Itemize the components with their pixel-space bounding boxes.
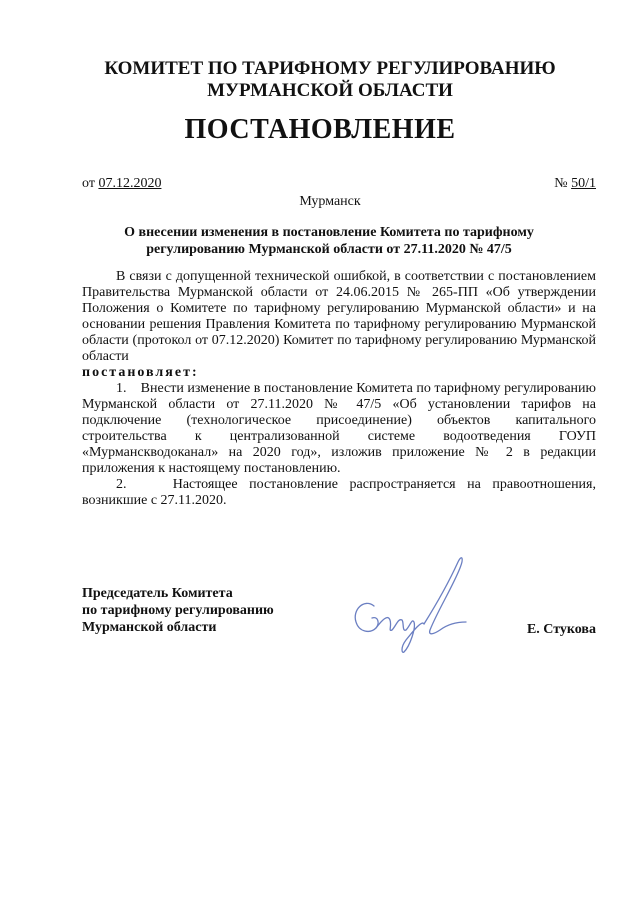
date-prefix: от [82,176,99,191]
signer-name: Е. Стукова [526,622,596,637]
document-subject [96,224,562,258]
document-date [82,176,161,192]
subject-line2: регулированию Мурманской области от 27.11.2020 № 47/5 [146,242,512,257]
date-value: 07.12.2020 [98,176,162,191]
preamble-paragraph: В связи с допущенной технической ошибкой, в соответствии с постановлением Правительства Мурманской области от 24.06.2015 № 265-ПП «Об утверждении Положения о Комитете по тарифному регулированию Мурманской области» и на основании решения Правления Комитета по тарифному регулированию Мурманской области (протокол от 07.12.2020) Комитет по тарифному регулированию Мурманской области [82,269,596,364]
resolve-word: постановляет: [82,365,199,380]
document-number [554,176,596,192]
document-type-heading: ПОСТАНОВЛЕНИЕ [184,114,456,145]
clause-1: 1. Внести изменение в постановление Комитета по тарифному регулированию Мурманской области от 27.11.2020 № 47/5 «Об установлении тарифов на подключение (технологическое присоединение) объектов капитального строительства к централизованной системе водоотведения ГОУП «Мурманскводоканал» на 2020 год», изложив приложение № 2 в редакции приложения к настоящему постановлению. [82,381,596,476]
number-value: 50/1 [571,176,596,191]
organization-title-line2: МУРМАНСКОЙ ОБЛАСТИ [207,80,453,101]
city: Мурманск [299,194,361,209]
organization-title-line1: КОМИТЕТ ПО ТАРИФНОМУ РЕГУЛИРОВАНИЮ [104,58,556,79]
signatory-title-line2: по тарифному регулированию [82,603,274,618]
signatory-title-line3: Мурманской области [82,620,217,635]
clause-2: 2. Настоящее постановление распространяется на правоотношения, возникшие с 27.11.2020. [82,477,596,508]
handwritten-signature [344,548,474,658]
organization-title [40,58,620,102]
signatory-title [82,585,274,636]
signatory-title-line1: Председатель Комитета [82,586,233,601]
document-body [82,269,596,509]
number-prefix: № [554,176,572,191]
subject-line1: О внесении изменения в постановление Комитета по тарифному [124,225,534,240]
